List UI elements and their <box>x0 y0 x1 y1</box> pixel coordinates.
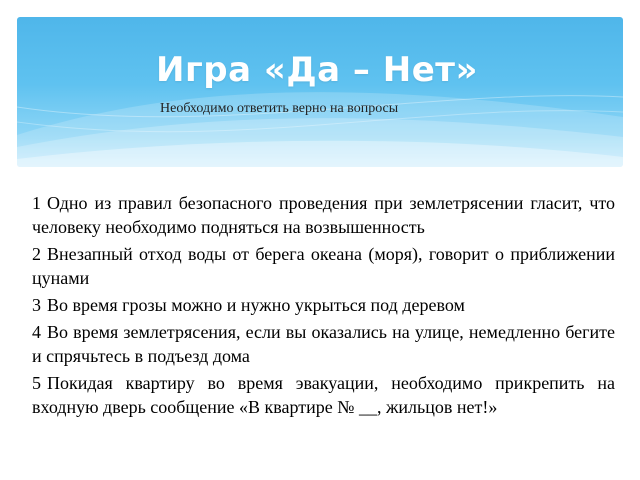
question-item <box>32 191 615 239</box>
question-item <box>32 320 615 368</box>
question-number: 1 <box>32 193 41 213</box>
question-list <box>32 191 615 422</box>
question-text: Внезапный отход воды от берега океана (моря), говорит о приближении цунами <box>32 244 615 288</box>
question-item <box>32 242 615 290</box>
question-number: 2 <box>32 244 41 264</box>
question-text: Во время землетрясения, если вы оказались на улице, немедленно бегите и спрячьтесь в подъезд дома <box>32 322 615 366</box>
slide-subtitle: Необходимо ответить верно на вопросы <box>160 101 399 116</box>
question-text: Одно из правил безопасного проведения при землетрясении гласит, что человеку необходимо подняться на возвышенность <box>32 193 615 237</box>
question-text: Покидая квартиру во время эвакуации, необходимо прикрепить на входную дверь сообщение «В квартире № __, жильцов нет!» <box>32 373 615 417</box>
slide-title: Игра «Да – Нет» <box>156 50 478 90</box>
header-banner <box>17 17 623 167</box>
question-number: 5 <box>32 373 41 393</box>
question-number: 3 <box>32 295 41 315</box>
wave-decoration <box>17 17 623 167</box>
question-number: 4 <box>32 322 41 342</box>
question-text: Во время грозы можно и нужно укрыться под деревом <box>47 295 465 315</box>
question-item <box>32 371 615 419</box>
question-item <box>32 293 615 317</box>
